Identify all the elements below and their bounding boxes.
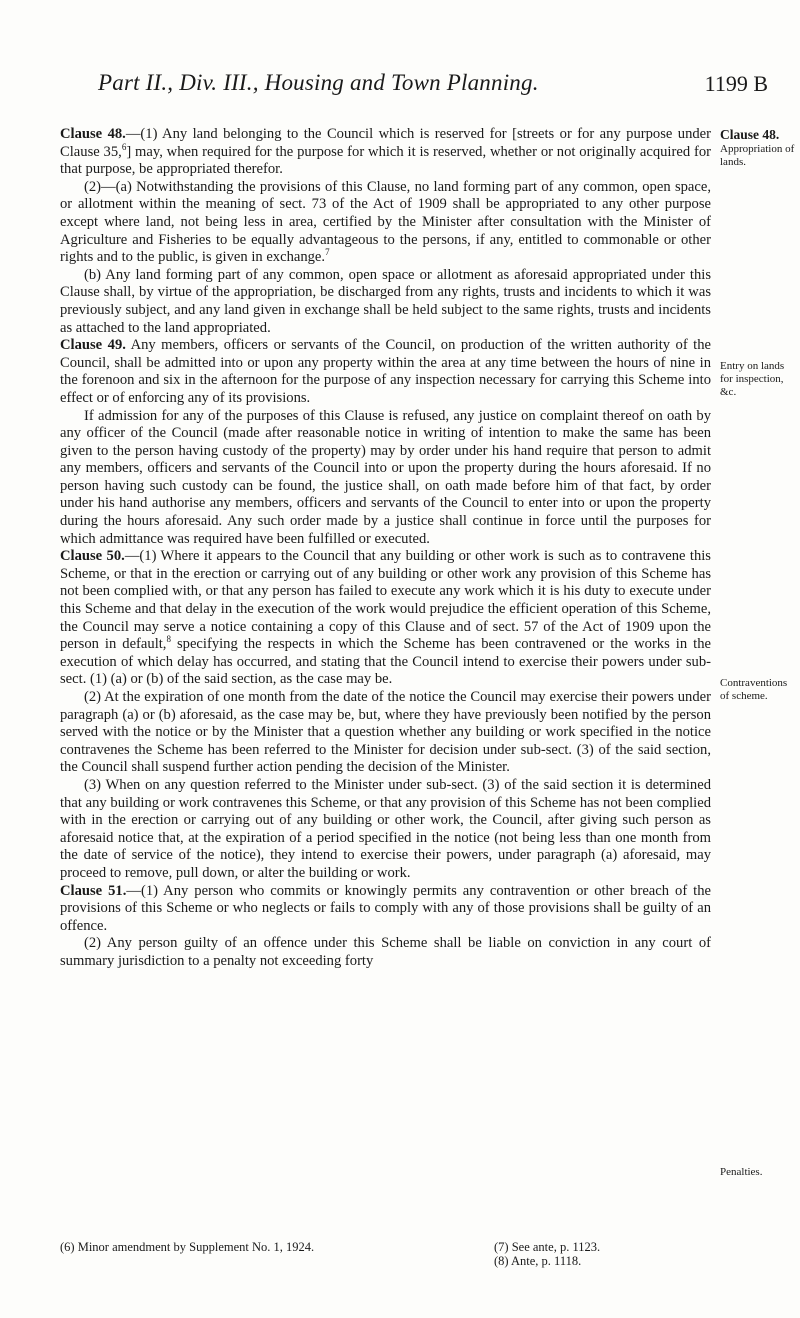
clause-48-paragraph-2 (60, 179, 711, 267)
clause-48-paragraph-3: (b) Any land forming part of any common, open space or allotment as aforesaid appropriated under this Clause shall, by virtue of the appropriation, be discharged from any rights, trusts and incidents to which it was previously subject, and any land given in exchange shall be held subject to the same rights, trusts and incidents as attached to the land appropriated. (60, 266, 711, 336)
clause-49-paragraph-1 (60, 337, 711, 407)
margin-note-clause-49 (720, 360, 798, 399)
clause-50-paragraph-3: (3) When on any question referred to the Minister under sub-sect. (3) of the said section it is determined that any building or work contravenes this Scheme, or that any provision of this Scheme has not been complied with in the erection or carrying out of any building or other work, the Council, after giving such person as aforesaid notice that, at the expiration of a period specified in the notice (not being less than one month from the date of service of the notice), they intend to exercise their powers, under paragraph (a) aforesaid, may proceed to remove, pull down, or alter the building or work. (60, 776, 711, 881)
clause-49-paragraph-2: If admission for any of the purposes of this Clause is refused, any justice on complaint thereof on oath by any officer of the Council (made after reasonable notice in writing of intention to make the same has been given to the person having custody of the property) may by order under his hand require that person to admit any members, officers and servants of the Council into or upon the property during the hours aforesaid. If no person having such custody can be found, the justice shall, on oath made before him of that fact, by order under his hand authorise any members, officers and servants of the Council to enter into or upon the property during the hours aforesaid. Any such order made by a justice shall continue in force until the purposes for which admittance was required have been fulfilled or executed. (60, 407, 711, 547)
clause-51-heading: Clause 51. (60, 882, 127, 899)
clause-50-text-1b: specifying the respects in which the Scheme has been contravened or the works in the execution of which delay has occurred, and stating that the Council intend to exercise their powers under sub-sect. (1) (a) or (b) of the said section, as the case may be. (60, 636, 711, 688)
clause-49-heading: Clause 49. (60, 337, 126, 354)
margin-note-clause-50 (720, 677, 798, 703)
clause-50-paragraph-2: (2) At the expiration of one month from the date of the notice the Council may exercise their powers under paragraph (a) or (b) aforesaid, as the case may be, but, where they have previously been notified by the person served with the notice or by the Minister that a question whether any building or work specified in the notice contravenes the Scheme has been referred to the Minister for decision under sub-sect. (3) of the said section, the Council shall suspend further action pending the decision of the Minister. (60, 689, 711, 776)
running-header (0, 66, 800, 106)
margin-note-clause-51 (720, 1166, 798, 1179)
clause-48-text-1b: ] may, when required for the purpose for which it is reserved, whether or not originally acquired for that purpose, be appropriated therefor. (60, 143, 711, 178)
footnote-ref-6[interactable]: 6 (121, 141, 127, 152)
clause-48-paragraph-1 (60, 126, 711, 179)
margin-note-clause-48 (720, 127, 798, 169)
clause-48-text-2: (2)—(a) Notwithstanding the provisions of this Clause, no land forming part of any common, open space, or allotment within the meaning of sect. 73 of the Act of 1909 shall be appropriated to any other purpose except where land, not being less in area, certified by the Minister after consultation with the Minister of Agriculture and Fisheries to be equally advantageous to the persons, if any, entitled to commonable or other rights and to the public, is given in exchange. (60, 178, 711, 266)
main-text (60, 126, 711, 971)
margin-note-clause-48-heading: Clause 48. (720, 127, 780, 142)
running-header-title: Part II., Div. III., Housing and Town Planning. (98, 70, 539, 95)
clause-50-heading: Clause 50. (60, 548, 125, 565)
clause-48-heading: Clause 48. (60, 126, 126, 142)
margin-note-appropriation: Appropriation of lands. (720, 143, 795, 168)
footnote-8: (8) Ante, p. 1118. (494, 1254, 582, 1268)
page-number: 1199 B (704, 71, 768, 96)
margin-note-contraventions: Contraventions of scheme. (720, 677, 788, 702)
clause-48-text-1: —(1) Any land belonging to the Council which is reserved for [streets or for any purpose under Clause 35, (60, 126, 711, 160)
footnote-7: (7) See ante, p. 1123. (494, 1240, 601, 1254)
clause-51-paragraph-1 (60, 883, 711, 936)
footnote-ref-7[interactable]: 7 (325, 247, 330, 258)
margin-note-entry-on-lands: Entry on lands for inspection, &c. (720, 360, 785, 398)
footnote-6: (6) Minor amendment by Supplement No. 1, 1924. (60, 1240, 315, 1254)
footnotes-right-column (494, 1240, 734, 1268)
clause-51-paragraph-2: (2) Any person guilty of an offence under this Scheme shall be liable on conviction in any court of summary jurisdiction to a penalty not exceeding forty (60, 935, 711, 969)
clause-51-text-1: —(1) Any person who commits or knowingly permits any contravention or other breach of the provisions of this Scheme or who neglects or fails to comply with any of those provisions shall be guilty of an offence. (60, 882, 711, 934)
footnote-ref-8[interactable]: 8 (166, 634, 171, 645)
clause-49-text-1: Any members, officers or servants of the Council, on production of the written authority of the Council, shall be admitted into or upon any property within the area at any time between the hours of nine in the forenoon and six in the afternoon for the purpose of any inspection necessary for carrying this Scheme into effect or of enforcing any of its provisions. (60, 337, 711, 406)
clause-50-text-1: —(1) Where it appears to the Council that any building or other work is such as to contravene this Scheme, or that in the erection or carrying out of any building or other work any provision of this Scheme has not been complied with, or that any person has failed to execute any work which it is his duty to execute under this Scheme and that delay in the execution of the work would prejudice the efficient operation of this Scheme, the Council may serve a notice containing a copy of this Clause and of sect. 57 of the Act of 1909 upon the person in default, (60, 548, 711, 653)
margin-note-penalties: Penalties. (720, 1166, 763, 1178)
clause-50-paragraph-1 (60, 548, 711, 689)
